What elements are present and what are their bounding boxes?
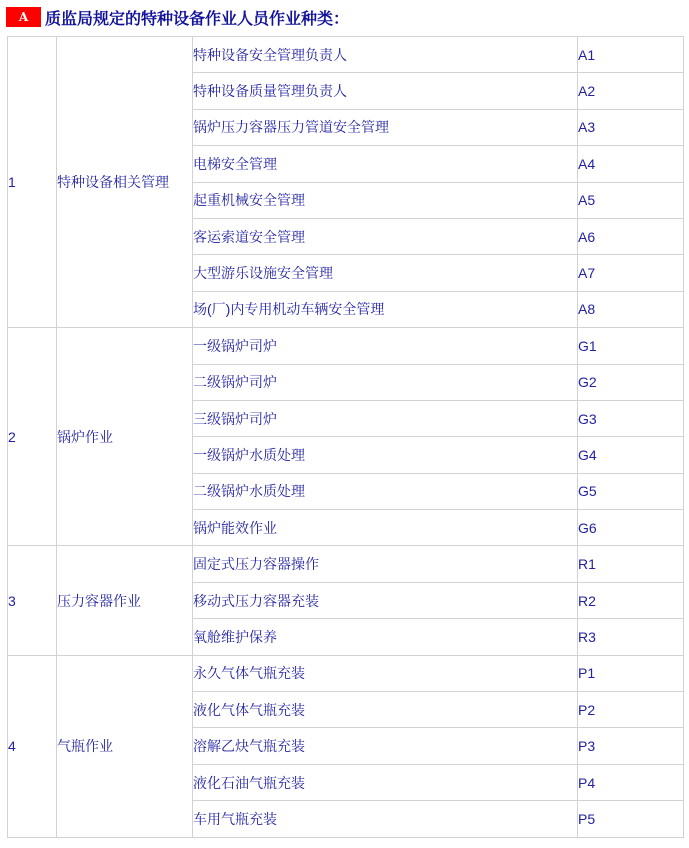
section-number-cell: 4 bbox=[8, 655, 57, 837]
job-code-cell: R3 bbox=[578, 619, 684, 655]
job-code-cell: A6 bbox=[578, 218, 684, 254]
job-code-cell: R1 bbox=[578, 546, 684, 582]
page-title-text: 质监局规定的特种设备作业人员作业种类： bbox=[45, 10, 350, 28]
section-number-cell: 2 bbox=[8, 328, 57, 546]
section-number-cell: 1 bbox=[8, 37, 57, 328]
job-code-cell: P5 bbox=[578, 801, 684, 837]
job-code-cell: A1 bbox=[578, 37, 684, 73]
job-name-cell: 大型游乐设施安全管理 bbox=[193, 255, 578, 291]
job-name-cell: 锅炉能效作业 bbox=[193, 510, 578, 546]
job-code-cell: G4 bbox=[578, 437, 684, 473]
job-code-cell: P1 bbox=[578, 655, 684, 691]
job-name-cell: 车用气瓶充装 bbox=[193, 801, 578, 837]
section-number-cell: 3 bbox=[8, 546, 57, 655]
job-code-cell: P3 bbox=[578, 728, 684, 764]
job-name-cell: 特种设备安全管理负责人 bbox=[193, 37, 578, 73]
section-category-cell: 压力容器作业 bbox=[57, 546, 193, 655]
job-name-cell: 二级锅炉司炉 bbox=[193, 364, 578, 400]
job-name-cell: 永久气体气瓶充装 bbox=[193, 655, 578, 691]
job-code-cell: P2 bbox=[578, 692, 684, 728]
job-code-cell: G6 bbox=[578, 510, 684, 546]
job-name-cell: 溶解乙炔气瓶充装 bbox=[193, 728, 578, 764]
section-category-cell: 气瓶作业 bbox=[57, 655, 193, 837]
job-categories-table bbox=[7, 36, 684, 838]
job-name-cell: 一级锅炉水质处理 bbox=[193, 437, 578, 473]
job-code-cell: A8 bbox=[578, 291, 684, 327]
job-code-cell: A5 bbox=[578, 182, 684, 218]
job-name-cell: 锅炉压力容器压力管道安全管理 bbox=[193, 109, 578, 145]
job-code-cell: G3 bbox=[578, 400, 684, 436]
job-name-cell: 一级锅炉司炉 bbox=[193, 328, 578, 364]
job-name-cell: 移动式压力容器充装 bbox=[193, 582, 578, 618]
job-name-cell: 三级锅炉司炉 bbox=[193, 400, 578, 436]
job-name-cell: 氧舱维护保养 bbox=[193, 619, 578, 655]
job-name-cell: 特种设备质量管理负责人 bbox=[193, 73, 578, 109]
job-name-cell: 二级锅炉水质处理 bbox=[193, 473, 578, 509]
job-code-cell: R2 bbox=[578, 582, 684, 618]
section-category-cell: 特种设备相关管理 bbox=[57, 37, 193, 328]
job-name-cell: 电梯安全管理 bbox=[193, 146, 578, 182]
job-code-cell: A4 bbox=[578, 146, 684, 182]
table-row bbox=[8, 655, 684, 691]
job-name-cell: 液化气体气瓶充装 bbox=[193, 692, 578, 728]
job-code-cell: G2 bbox=[578, 364, 684, 400]
job-name-cell: 液化石油气瓶充装 bbox=[193, 764, 578, 800]
section-a-badge: A bbox=[6, 7, 41, 27]
table-row bbox=[8, 546, 684, 582]
job-name-cell: 场(厂)内专用机动车辆安全管理 bbox=[193, 291, 578, 327]
job-code-cell: A2 bbox=[578, 73, 684, 109]
job-code-cell: G1 bbox=[578, 328, 684, 364]
table-row bbox=[8, 37, 684, 73]
job-code-cell: P4 bbox=[578, 764, 684, 800]
job-name-cell: 起重机械安全管理 bbox=[193, 182, 578, 218]
job-name-cell: 固定式压力容器操作 bbox=[193, 546, 578, 582]
job-name-cell: 客运索道安全管理 bbox=[193, 218, 578, 254]
job-code-cell: A3 bbox=[578, 109, 684, 145]
table-row bbox=[8, 328, 684, 364]
job-code-cell: G5 bbox=[578, 473, 684, 509]
section-category-cell: 锅炉作业 bbox=[57, 328, 193, 546]
page-title bbox=[6, 7, 689, 27]
job-code-cell: A7 bbox=[578, 255, 684, 291]
